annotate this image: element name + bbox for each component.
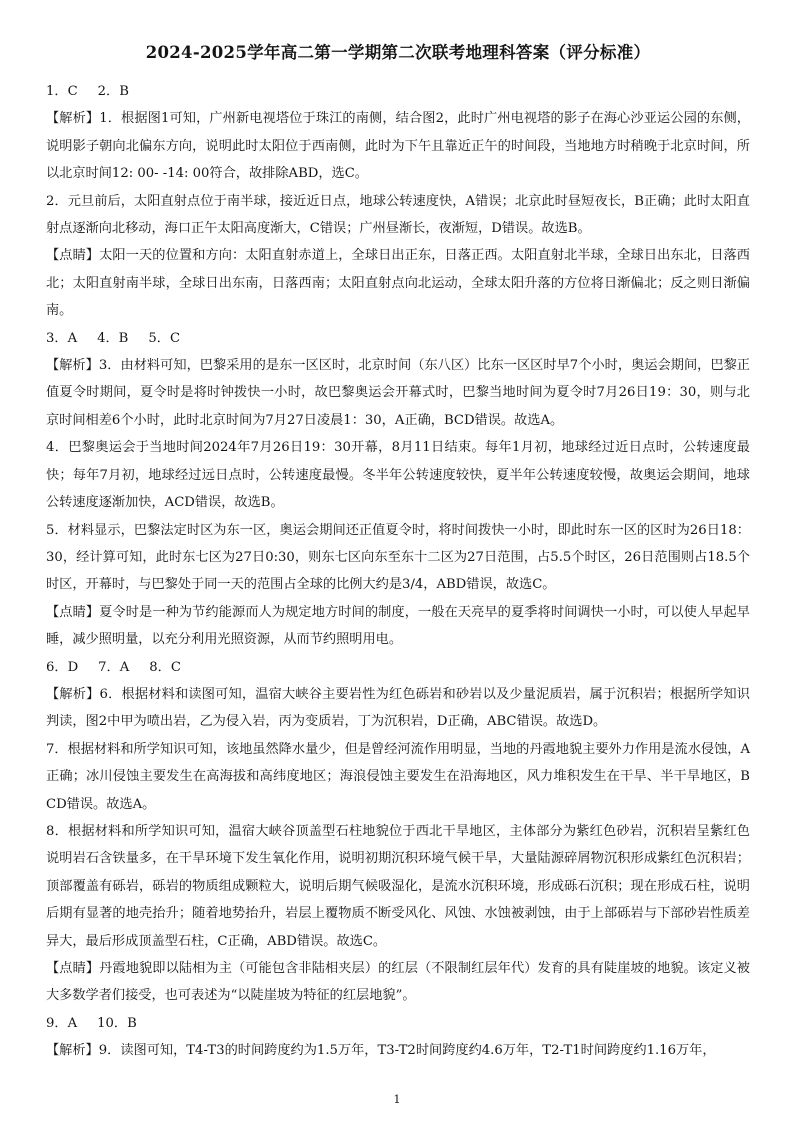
answer-line xyxy=(46,1010,750,1037)
answer-item: 1．C xyxy=(46,84,78,99)
analysis-paragraph: 2．元旦前后，太阳直射点位于南半球，接近近日点，地球公转速度快，A错误；北京此时昼短夜长，B正确；此时太阳直射点逐渐向北移动，海口正午太阳高度渐大，C错误；广州昼渐长，夜渐短，D错误。故选B。 xyxy=(46,193,750,237)
tip-paragraph: 【点睛】丹霞地貌即以陆相为主（可能包含非陆相夹层）的红层（不限制红层年代）发育的具有陡崖坡的地貌。该定义被大多数学者们接受，也可表述为“以陡崖坡为特征的红层地貌”。 xyxy=(46,961,750,1004)
analysis-paragraph: 4．巴黎奥运会于当地时间2024年7月26日19：30开幕，8月11日结束。每年1月初，地球经过近日点时，公转速度最快；每年7月初，地球经过远日点时，公转速度最慢。冬半年公转速度较快，夏半年公转速度较慢，故奥运会期间，地球公转速度逐渐加快，ACD错误，故选B。 xyxy=(46,440,750,511)
answer-item: 5．C xyxy=(148,330,181,346)
answer-item: 2．B xyxy=(97,84,129,99)
analysis-paragraph: 【解析】1．根据图1可知，广州新电视塔位于珠江的南侧，结合图2，此时广州电视塔的影子在海心沙亚运公园的东侧，说明影子朝向北偏东方向，说明此时太阳位于西南侧，此时为下午且靠近正午的时间段，当地地方时稍晚于北京时间，所以北京时间12: 00- -14: 00符合，故排除ABD，选C。 xyxy=(46,111,750,182)
answer-item: 10．B xyxy=(97,1015,137,1031)
analysis-paragraph: 【解析】3．由材料可知，巴黎采用的是东一区区时，北京时间（东八区）比东一区区时早7个小时，奥运会期间，巴黎正值夏令时期间，夏令时是将时钟拨快一小时，故巴黎奥运会开幕式时，巴黎当地时间为夏令时7月26日19：30，则与北京时间相差6个小时，此时北京时间为7月27日凌晨1：30，A正确，BCD错误。故选A。 xyxy=(46,358,750,428)
answer-item: 9．A xyxy=(46,1015,78,1031)
answer-line xyxy=(46,654,750,681)
answer-line xyxy=(46,78,750,105)
tip-paragraph: 【点睛】太阳一天的位置和方向：太阳直射赤道上，全球日出正东，日落正西。太阳直射北半球，全球日出东北，日落西北；太阳直射南半球，全球日出东南，日落西南；太阳直射点向北运动，全球太阳升落的方位将日渐偏北；反之则日渐偏南。 xyxy=(46,248,750,319)
answer-item: 8．C xyxy=(149,659,181,675)
page-number: 1 xyxy=(393,1093,401,1106)
analysis-paragraph: 8．根据材料和所学知识可知，温宿大峡谷顶盖型石柱地貌位于西北干旱地区，主体部分为紫红色砂岩，沉积岩呈紫红色说明岩石含铁量多，在干旱环境下发生氧化作用，说明初期沉积环境气候干旱，大量陆源碎屑物沉积形成紫红色沉积岩；顶部覆盖有砾岩，砾岩的物质组成颗粒大，说明后期气候吸湿化，是流水沉积环境，形成砾石沉积；现在形成石柱，说明后期有显著的地壳抬升；随着地势抬升，岩层上覆物质不断受风化、风蚀、水蚀被剥蚀，由于上部砾岩与下部砂岩性质差异大，最后形成顶盖型石柱，C正确，ABD错误。故选C。 xyxy=(46,823,750,949)
answer-line xyxy=(46,325,750,352)
analysis-paragraph: 【解析】6．根据材料和读图可知，温宿大峡谷主要岩性为红色砾岩和砂岩以及少量泥质岩，属于沉积岩；根据所学知识判读，图2中甲为喷出岩，乙为侵入岩，丙为变质岩，丁为沉积岩，D正确，ABC错误。故选D。 xyxy=(46,686,750,730)
answer-item: 4．B xyxy=(97,330,129,346)
answer-item: 7．A xyxy=(98,659,130,675)
tip-paragraph: 【点睛】夏令时是一种为节约能源而人为规定地方时间的制度，一般在天亮早的夏季将时间调快一小时，可以使人早起早睡，减少照明量，以充分利用光照资源，从而节约照明用电。 xyxy=(46,604,750,648)
page-title: 2024-2025学年高二第一学期第二次联考地理科答案（评分标准） xyxy=(145,43,651,62)
answer-item: 6．D xyxy=(46,659,79,675)
analysis-paragraph: 【解析】9．读图可知，T4-T3的时间跨度约为1.5万年，T3-T2时间跨度约4.6万年，T2-T1时间跨度约1.16万年， xyxy=(46,1043,716,1059)
analysis-paragraph: 5．材料显示，巴黎法定时区为东一区，奥运会期间还正值夏令时，将时间拨快一小时，即此时东一区的区时为26日18：30，经计算可知，此时东七区为27日0:30，则东七区向东至东十二区为27日范围，占5.5个时区，26日范围则占18.5个时区，开幕时，与巴黎处于同一天的范围占全球的比例大约是3/4，ABD错误，故选C。 xyxy=(46,522,750,593)
answer-item: 3．A xyxy=(46,330,78,346)
analysis-paragraph: 7．根据材料和所学知识可知，该地虽然降水量少，但是曾经河流作用明显，当地的丹霞地貌主要外力作用是流水侵蚀，A正确；冰川侵蚀主要发生在高海拔和高纬度地区；海浪侵蚀主要发生在沿海地区，风力堆积发生在干旱、半干旱地区，BCD错误。故选A。 xyxy=(46,741,750,812)
